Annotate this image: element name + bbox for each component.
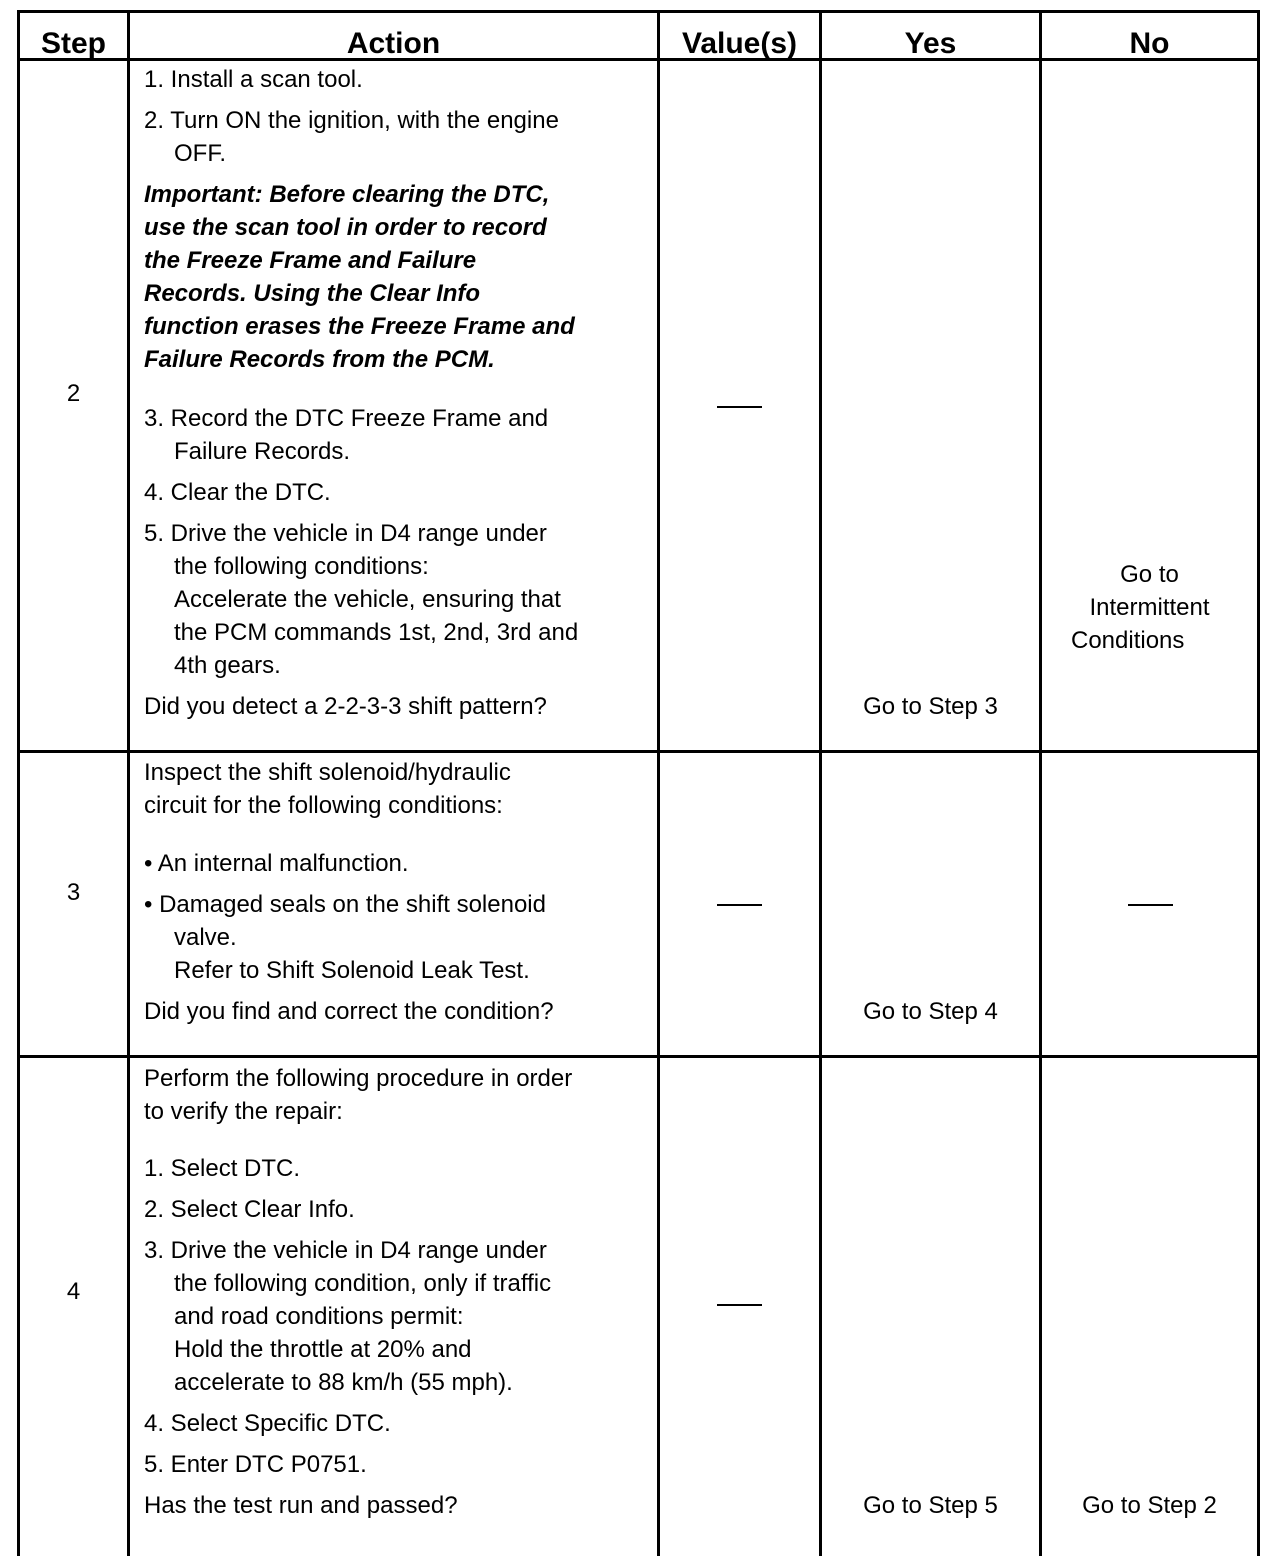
header-values: Value(s) [681, 27, 798, 60]
table-border-right [1257, 10, 1260, 1556]
action-line: Inspect the shift solenoid/hydraulic [144, 759, 511, 786]
action-line: 2. Select Clear Info. [144, 1196, 355, 1223]
action-line: Accelerate the vehicle, ensuring that [174, 586, 561, 613]
important-note-line: Important: Before clearing the DTC, [144, 181, 550, 208]
step-number: 2 [66, 380, 81, 407]
col-divider [819, 10, 822, 1556]
bullet-item: valve. [174, 924, 237, 951]
no-dash [1128, 904, 1173, 906]
action-line: circuit for the following conditions: [144, 792, 503, 819]
header-yes: Yes [904, 27, 957, 60]
header-action: Action [346, 27, 441, 60]
action-line: 4. Clear the DTC. [144, 479, 331, 506]
action-line: 1. Select DTC. [144, 1155, 301, 1182]
value-dash [717, 406, 762, 408]
action-question: Did you find and correct the condition? [144, 998, 554, 1025]
action-line: the following condition, only if traffic [174, 1270, 552, 1297]
action-line: Perform the following procedure in order [144, 1065, 573, 1092]
action-line: 3. Record the DTC Freeze Frame and [144, 405, 549, 432]
action-line: the PCM commands 1st, 2nd, 3rd and [174, 619, 579, 646]
step-number: 3 [66, 879, 81, 906]
bullet-item: • An internal malfunction. [144, 850, 409, 877]
table-border-left [17, 10, 20, 1556]
action-line: accelerate to 88 km/h (55 mph). [174, 1369, 513, 1396]
action-line: 2. Turn ON the ignition, with the engine [144, 107, 559, 134]
action-line: 4. Select Specific DTC. [144, 1410, 391, 1437]
action-line: 1. Install a scan tool. [144, 66, 363, 93]
important-note-line: the Freeze Frame and Failure [144, 247, 477, 274]
action-line: the following conditions: [174, 553, 429, 580]
no-result-line: Intermittent [1089, 594, 1210, 621]
no-result: Go to Step 2 [1082, 1492, 1217, 1519]
important-note-line: function erases the Freeze Frame and [144, 313, 575, 340]
action-line: 5. Drive the vehicle in D4 range under [144, 520, 547, 547]
header-no: No [1129, 27, 1170, 60]
header-step: Step [40, 27, 106, 60]
no-result-line: Conditions [1071, 627, 1185, 654]
action-line: 5. Enter DTC P0751. [144, 1451, 367, 1478]
row-divider [17, 1055, 1260, 1058]
row-divider [17, 750, 1260, 753]
action-line: 4th gears. [174, 652, 281, 679]
no-result-line: Go to [1120, 561, 1179, 588]
yes-result: Go to Step 4 [863, 998, 998, 1025]
important-note-line: Records. Using the Clear Info [144, 280, 481, 307]
action-line: to verify the repair: [144, 1098, 343, 1125]
col-divider [127, 10, 130, 1556]
action-line: OFF. [174, 140, 226, 167]
bullet-item: Refer to Shift Solenoid Leak Test. [174, 957, 530, 984]
action-question: Has the test run and passed? [144, 1492, 458, 1519]
diagnostic-table [17, 10, 1260, 1556]
action-line: and road conditions permit: [174, 1303, 464, 1330]
action-line: Failure Records. [174, 438, 351, 465]
action-question: Did you detect a 2-2-3-3 shift pattern? [144, 693, 547, 720]
value-dash [717, 904, 762, 906]
important-note-line: use the scan tool in order to record [144, 214, 547, 241]
col-divider [657, 10, 660, 1556]
value-dash [717, 1304, 762, 1306]
action-line: 3. Drive the vehicle in D4 range under [144, 1237, 547, 1264]
col-divider [1039, 10, 1042, 1556]
yes-result: Go to Step 3 [863, 693, 998, 720]
yes-result: Go to Step 5 [863, 1492, 998, 1519]
table-border-top [17, 10, 1260, 13]
important-note-line: Failure Records from the PCM. [144, 346, 495, 373]
action-line: Hold the throttle at 20% and [174, 1336, 472, 1363]
step-number: 4 [66, 1278, 81, 1305]
bullet-item: • Damaged seals on the shift solenoid [144, 891, 546, 918]
